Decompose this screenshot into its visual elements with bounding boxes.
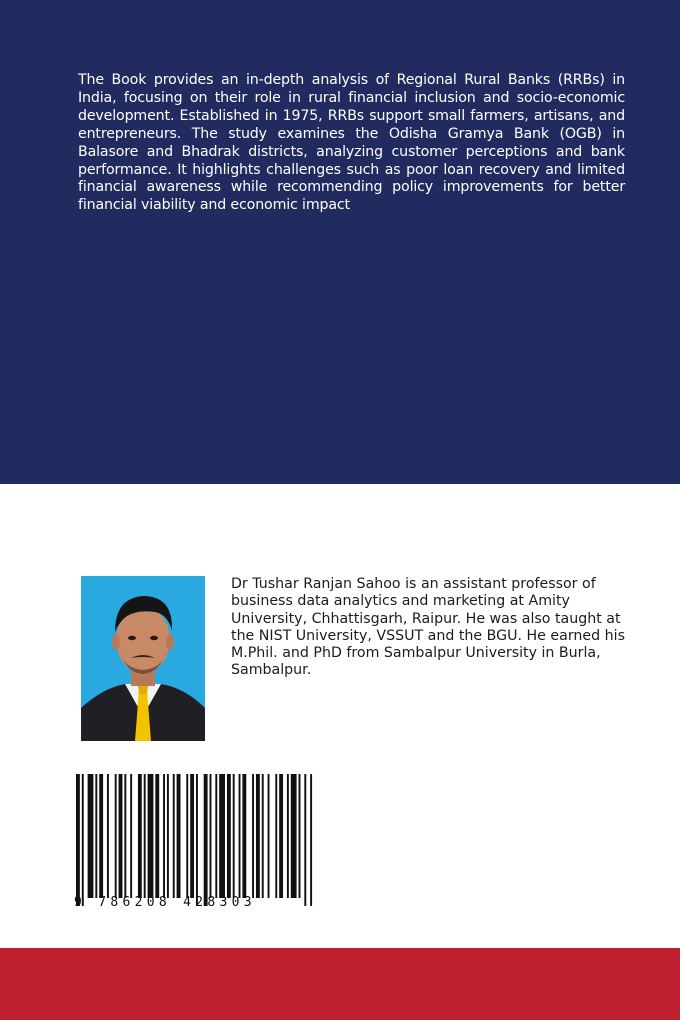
barcode-bar [99, 774, 103, 898]
barcode-bar [204, 774, 208, 906]
book-blurb: The Book provides an in-depth analysis of Regional Rural Banks (RRBs) in India, focusing on their role in rural financial inclusion and socio-economic development. Established in 1975, RRBs support small farmers, artisans, and entrepreneurs. The study examines the Odisha Gramya Bank (OGB) in Balasore and Bhadrak districts, analyzing customer perceptions and bank performance. It highlights challenges such as poor loan recovery and limited financial awareness while recommending policy improvements for better financial viability and economic impact [78, 72, 625, 214]
barcode-bar [279, 774, 283, 898]
barcode-bar [177, 774, 181, 898]
isbn-barcode [74, 770, 316, 910]
barcode-bar [190, 774, 194, 898]
barcode-bar [186, 774, 188, 898]
barcode-bar [210, 774, 212, 898]
barcode-bar [163, 774, 165, 898]
barcode-bar [130, 774, 132, 898]
barcode-bar [291, 774, 297, 898]
barcode-bar [124, 774, 126, 898]
barcode-bar [227, 774, 231, 898]
barcode-bar [167, 774, 169, 898]
bottom-color-band [0, 948, 680, 1020]
barcode-bar [138, 774, 142, 898]
barcode-bar [88, 774, 94, 898]
barcode-bar [82, 774, 84, 906]
barcode-bar [262, 774, 264, 898]
barcode-bar [304, 774, 306, 906]
barcode-bar [115, 774, 117, 898]
barcode-bar [144, 774, 146, 898]
barcode-bar [107, 774, 109, 898]
isbn-number: 9 786208 428303 [74, 895, 256, 910]
barcode-bar [252, 774, 254, 898]
barcode-bar [256, 774, 260, 898]
blurb-panel [0, 0, 680, 484]
barcode-bar [310, 774, 312, 906]
barcode-bar [196, 774, 198, 906]
author-photo [81, 576, 205, 741]
barcode-bar [155, 774, 159, 898]
barcode-bar [173, 774, 175, 898]
barcode-bar [268, 774, 270, 898]
barcode-bar [242, 774, 246, 898]
barcode-bar [299, 774, 301, 898]
barcode-bar [95, 774, 97, 898]
barcode-bar [76, 774, 80, 906]
barcode-bar [215, 774, 217, 898]
author-bio: Dr Tushar Ranjan Sahoo is an assistant professor of business data analytics and marketing at Amity University, Chhattisgarh, Raipur. He was also taught at the NIST University, VSSUT and the BGU. He earned his M.Phil. and PhD from Sambalpur University in Burla, Sambalpur. [231, 576, 625, 679]
barcode-bar [219, 774, 225, 898]
barcode-bar [239, 774, 241, 898]
barcode-bar [275, 774, 277, 898]
barcode-bar [233, 774, 235, 898]
barcode-bar [119, 774, 123, 898]
barcode-bar [287, 774, 289, 898]
barcode-bar [148, 774, 154, 898]
